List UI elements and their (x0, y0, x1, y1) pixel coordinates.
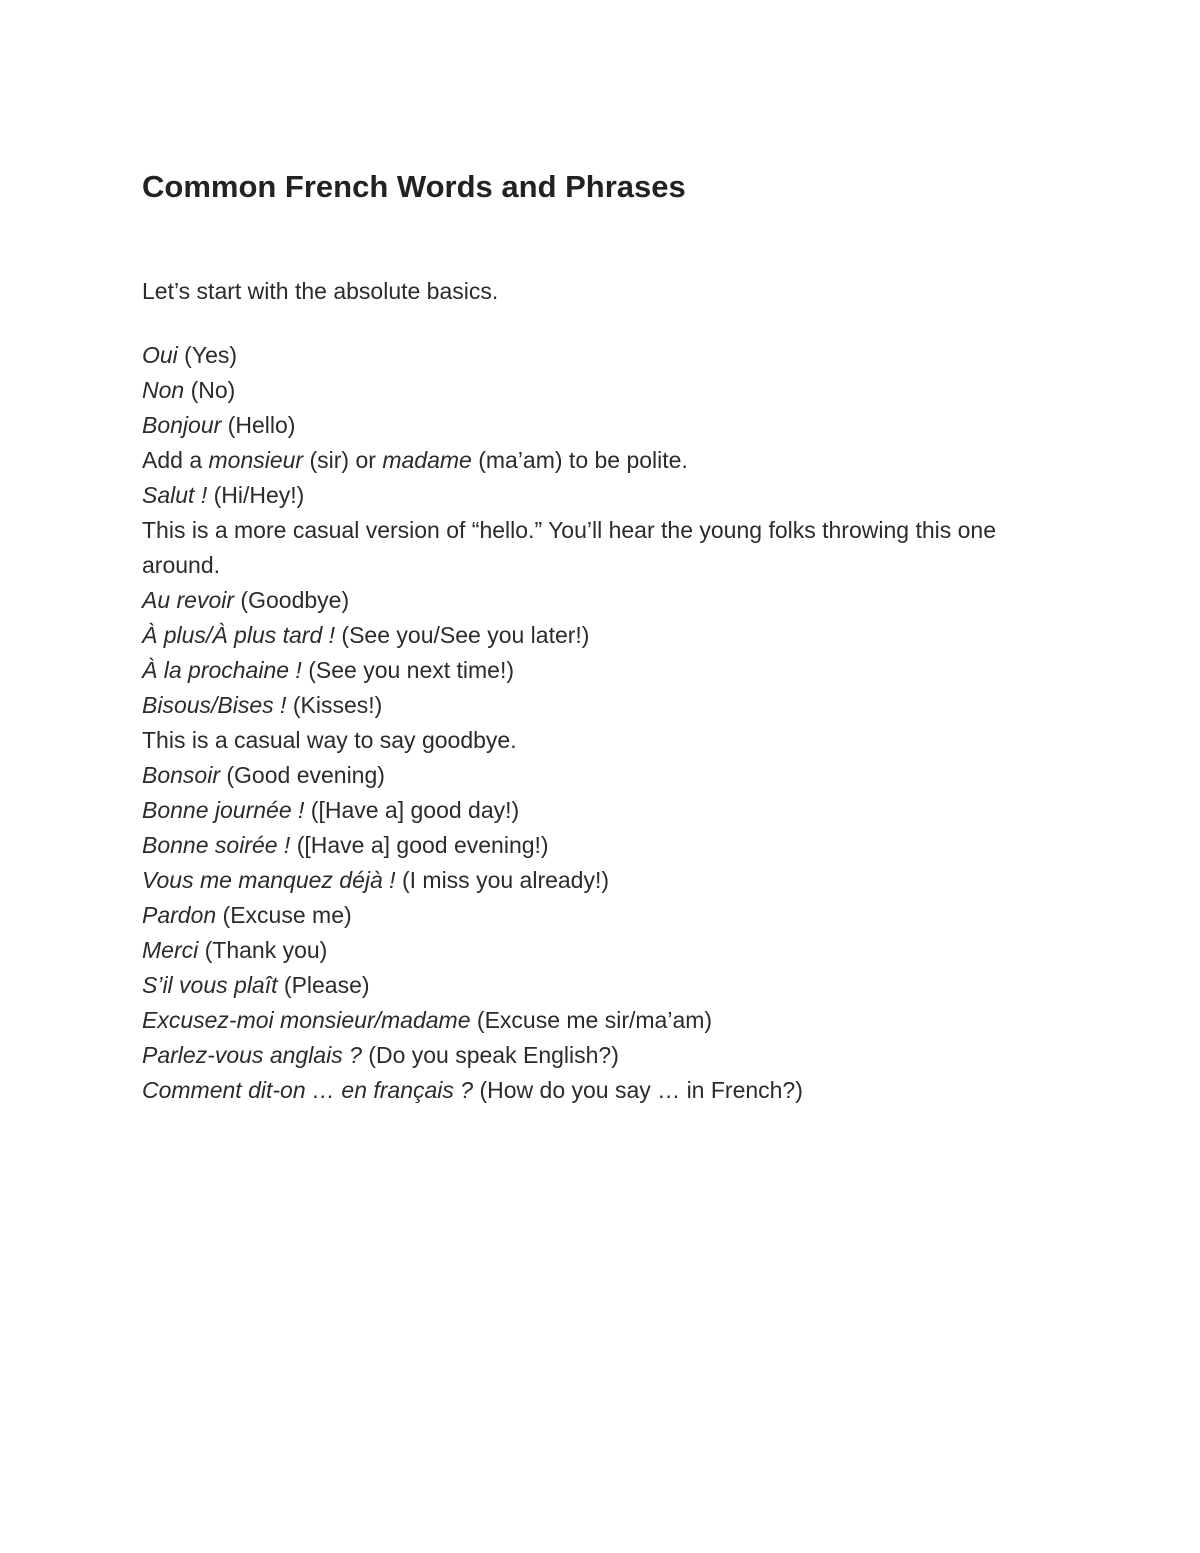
english-translation: (Hi/Hey!) (207, 482, 305, 508)
phrase-oui (142, 338, 1042, 373)
french-term: Bonne soirée ! (142, 832, 291, 858)
french-term: À la prochaine ! (142, 657, 302, 683)
english-translation: (No) (184, 377, 236, 403)
english-translation: (How do you say … in French?) (473, 1077, 803, 1103)
english-translation: (Please) (277, 972, 370, 998)
french-term: Parlez-vous anglais ? (142, 1042, 362, 1068)
note-monsieur-madame (142, 443, 1042, 478)
french-term: Bonne journée ! (142, 797, 305, 823)
phrase-bonne-journee (142, 793, 1042, 828)
french-term: Non (142, 377, 185, 403)
french-term: Merci (142, 937, 199, 963)
phrase-a-la-prochaine (142, 653, 1042, 688)
phrase-non (142, 373, 1042, 408)
phrase-list (142, 338, 1042, 1108)
english-translation: (Do you speak English?) (361, 1042, 619, 1068)
english-translation: (Hello) (221, 412, 296, 438)
phrase-bonjour (142, 408, 1042, 443)
french-term: Au revoir (142, 587, 235, 613)
french-term: Excusez-moi monsieur/madame (142, 1007, 471, 1033)
french-term: Bisous/Bises ! (142, 692, 287, 718)
english-translation: (See you next time!) (301, 657, 515, 683)
english-translation: (Kisses!) (286, 692, 383, 718)
english-translation: (Good evening) (219, 762, 385, 788)
english-translation: (I miss you already!) (395, 867, 610, 893)
french-term: monsieur (208, 447, 304, 473)
intro-text: Let’s start with the absolute basics. (142, 278, 499, 304)
note-bisous: This is a casual way to say goodbye. (142, 727, 517, 753)
english-translation: (Goodbye) (234, 587, 350, 613)
note-text: (ma’am) to be polite. (471, 447, 688, 473)
document-content (142, 166, 1042, 1103)
french-term: Comment dit-on … en français ? (142, 1077, 474, 1103)
phrase-bisous (142, 688, 1042, 723)
phrase-bonne-soiree (142, 828, 1042, 863)
note-salut: This is a more casual version of “hello.” You’ll hear the young folks throwing this one around. (142, 517, 997, 578)
phrase-salut (142, 478, 1042, 513)
french-term: Bonjour (142, 412, 222, 438)
phrase-excusez-moi (142, 1003, 1042, 1038)
page-title: Common French Words and Phrases (142, 169, 686, 204)
phrase-pardon (142, 898, 1042, 933)
phrase-au-revoir (142, 583, 1042, 618)
french-term: À plus/À plus tard ! (142, 622, 336, 648)
phrase-parlez-vous (142, 1038, 1042, 1073)
phrase-comment-dit-on (142, 1073, 1042, 1108)
phrase-merci (142, 933, 1042, 968)
english-translation: (Yes) (177, 342, 238, 368)
phrase-vous-me-manquez (142, 863, 1042, 898)
english-translation: ([Have a] good evening!) (290, 832, 549, 858)
phrase-sil-vous-plait (142, 968, 1042, 1003)
french-term: Vous me manquez déjà ! (142, 867, 396, 893)
phrase-bonsoir (142, 758, 1042, 793)
english-translation: (Excuse me sir/ma’am) (470, 1007, 713, 1033)
english-translation: (Thank you) (198, 937, 328, 963)
english-translation: (See you/See you later!) (335, 622, 590, 648)
french-term: Salut ! (142, 482, 208, 508)
french-term: Oui (142, 342, 178, 368)
french-term: Bonsoir (142, 762, 220, 788)
note-text: Add a (142, 447, 209, 473)
french-term: madame (382, 447, 472, 473)
french-term: Pardon (142, 902, 217, 928)
french-term: S’il vous plaît (142, 972, 278, 998)
english-translation: (Excuse me) (216, 902, 352, 928)
english-translation: ([Have a] good day!) (304, 797, 520, 823)
note-text: (sir) or (303, 447, 383, 473)
phrase-a-plus (142, 618, 1042, 653)
